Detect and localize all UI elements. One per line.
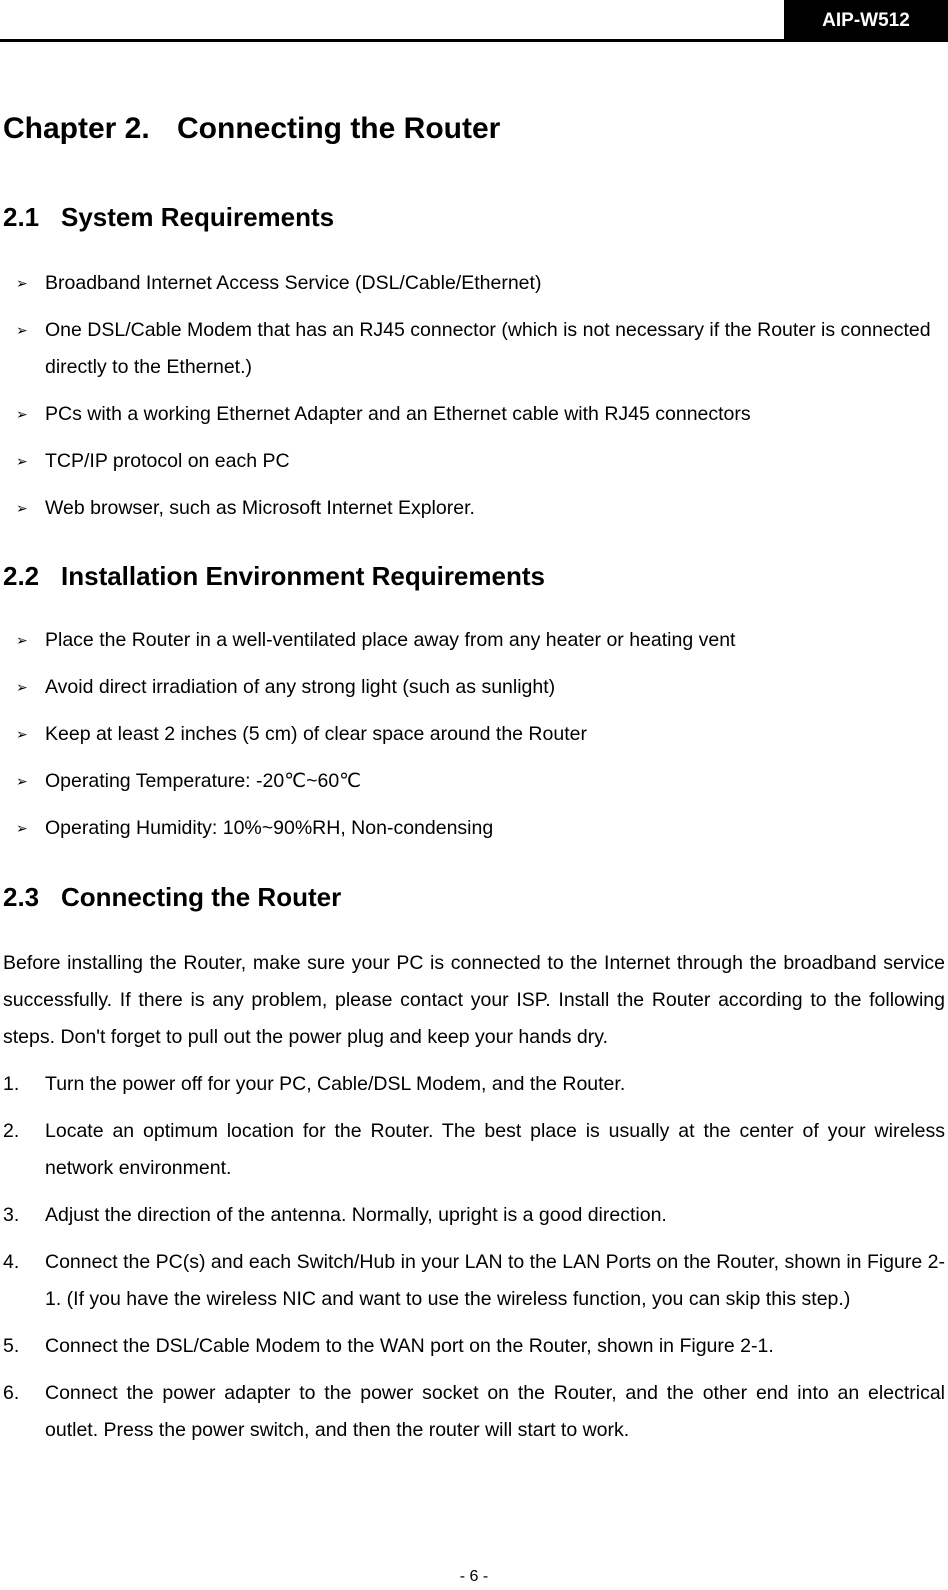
- installation-steps-list: [0, 1066, 948, 1459]
- section-number: 2.2: [3, 561, 40, 591]
- arrow-bullet-icon: ➢: [16, 406, 28, 422]
- arrow-bullet-icon: ➢: [16, 679, 28, 695]
- arrow-bullet-icon: ➢: [16, 500, 28, 516]
- installation-environment-list: [0, 622, 948, 857]
- step-item: 3. Adjust the direction of the antenna. Normally, upright is a good direction.: [0, 1197, 945, 1234]
- header-model-label: AIP-W512: [784, 0, 948, 42]
- arrow-bullet-icon: ➢: [16, 453, 28, 469]
- step-number: 6.: [3, 1382, 20, 1404]
- section-heading-2-3: [3, 882, 341, 913]
- list-item: ➢ Operating Temperature: -20℃~60℃: [0, 763, 945, 800]
- chapter-title: [3, 112, 500, 146]
- arrow-bullet-icon: ➢: [16, 275, 28, 291]
- section-title: Installation Environment Requirements: [61, 561, 545, 591]
- step-item: 1. Turn the power off for your PC, Cable/DSL Modem, and the Router.: [0, 1066, 945, 1103]
- section-title: System Requirements: [61, 202, 335, 232]
- list-item: ➢ Avoid direct irradiation of any strong light (such as sunlight): [0, 669, 945, 706]
- section-number: 2.3: [3, 882, 40, 912]
- intro-paragraph: Before installing the Router, make sure your PC is connected to the Internet through the broadband service successfully. If there is any problem, please contact your ISP. Install the Router according to the following steps. Don't forget to pull out the power plug and keep your hands dry.: [3, 952, 945, 1048]
- arrow-bullet-icon: ➢: [16, 322, 28, 338]
- arrow-bullet-icon: ➢: [16, 726, 28, 742]
- section-number: 2.1: [3, 202, 40, 232]
- step-item: 4. Connect the PC(s) and each Switch/Hub in your LAN to the LAN Ports on the Router, shown in Figure 2-1. (If you have the wireless NIC and want to use the wireless function, you can skip this step.): [0, 1244, 945, 1318]
- section-heading-2-2: [3, 561, 545, 592]
- step-number: 1.: [3, 1073, 20, 1095]
- step-item: 6. Connect the power adapter to the power socket on the Router, and the other end into an electrical outlet. Press the power switch, and then the router will start to work.: [0, 1375, 945, 1449]
- list-item: ➢ Operating Humidity: 10%~90%RH, Non-condensing: [0, 810, 945, 847]
- section-title: Connecting the Router: [61, 882, 342, 912]
- list-item: ➢ Broadband Internet Access Service (DSL/Cable/Ethernet): [0, 265, 945, 302]
- list-item: ➢ One DSL/Cable Modem that has an RJ45 connector (which is not necessary if the Router is connected directly to the Ethernet.): [0, 312, 945, 386]
- arrow-bullet-icon: ➢: [16, 820, 28, 836]
- chapter-number: Chapter 2.: [3, 112, 150, 145]
- list-item: ➢ PCs with a working Ethernet Adapter and an Ethernet cable with RJ45 connectors: [0, 396, 945, 433]
- list-item: ➢ TCP/IP protocol on each PC: [0, 443, 945, 480]
- step-number: 2.: [3, 1120, 20, 1142]
- arrow-bullet-icon: ➢: [16, 632, 28, 648]
- step-number: 3.: [3, 1204, 20, 1226]
- step-item: 5. Connect the DSL/Cable Modem to the WAN port on the Router, shown in Figure 2-1.: [0, 1328, 945, 1365]
- step-item: 2. Locate an optimum location for the Router. The best place is usually at the center of your wireless network environment.: [0, 1113, 945, 1187]
- step-number: 5.: [3, 1335, 20, 1357]
- list-item: ➢ Place the Router in a well-ventilated place away from any heater or heating vent: [0, 622, 945, 659]
- step-number: 4.: [3, 1251, 20, 1273]
- chapter-name: Connecting the Router: [177, 112, 501, 145]
- section-heading-2-1: [3, 202, 334, 233]
- system-requirements-list: [0, 265, 948, 537]
- list-item: ➢ Keep at least 2 inches (5 cm) of clear space around the Router: [0, 716, 945, 753]
- list-item: ➢ Web browser, such as Microsoft Internet Explorer.: [0, 490, 945, 527]
- arrow-bullet-icon: ➢: [16, 773, 28, 789]
- page-number: - 6 -: [459, 1568, 489, 1585]
